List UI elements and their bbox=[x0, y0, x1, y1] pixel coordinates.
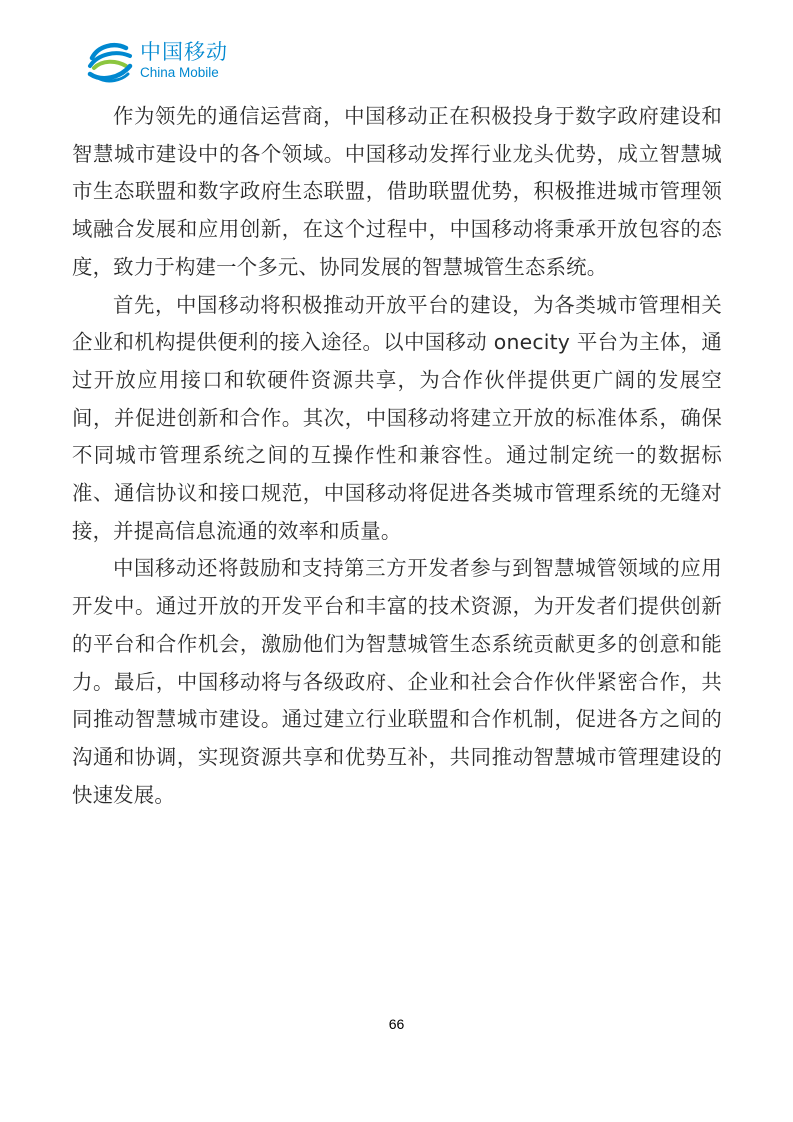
logo-name-cn: 中国移动 bbox=[140, 40, 228, 65]
page-number: 66 bbox=[388, 1016, 405, 1032]
document-body bbox=[72, 98, 722, 814]
china-mobile-logo-icon bbox=[86, 38, 134, 84]
paragraph-1: 作为领先的通信运营商，中国移动正在积极投身于数字政府建设和智慧城市建设中的各个领域。中国移动发挥行业龙头优势，成立智慧城市生态联盟和数字政府生态联盟，借助联盟优势，积极推进城市管理领域融合发展和应用创新，在这个过程中，中国移动将秉承开放包容的态度，致力于构建一个多元、协同发展的智慧城管生态系统。 bbox=[72, 104, 722, 279]
logo-text bbox=[140, 42, 228, 80]
paragraph-3: 中国移动还将鼓励和支持第三方开发者参与到智慧城管领域的应用开发中。通过开放的开发平台和丰富的技术资源，为开发者们提供创新的平台和合作机会，激励他们为智慧城管生态系统贡献更多的创意和能力。最后，中国移动将与各级政府、企业和社会合作伙伴紧密合作，共同推动智慧城市建设。通过建立行业联盟和合作机制，促进各方之间的沟通和协调，实现资源共享和优势互补，共同推动智慧城市管理建设的快速发展。 bbox=[72, 556, 722, 807]
page-header bbox=[86, 38, 228, 84]
logo-name-en: China Mobile bbox=[140, 65, 219, 81]
paragraph-2: 首先，中国移动将积极推动开放平台的建设，为各类城市管理相关企业和机构提供便利的接入途径。以中国移动 onecity 平台为主体，通过开放应用接口和软硬件资源共享，为合作伙伴提供更广阔的发展空间，并促进创新和合作。其次，中国移动将建立开放的标准体系，确保不同城市管理系统之间的互操作性和兼容性。通过制定统一的数据标准、通信协议和接口规范，中国移动将促进各类城市管理系统的无缝对接，并提高信息流通的效率和质量。 bbox=[72, 292, 722, 543]
